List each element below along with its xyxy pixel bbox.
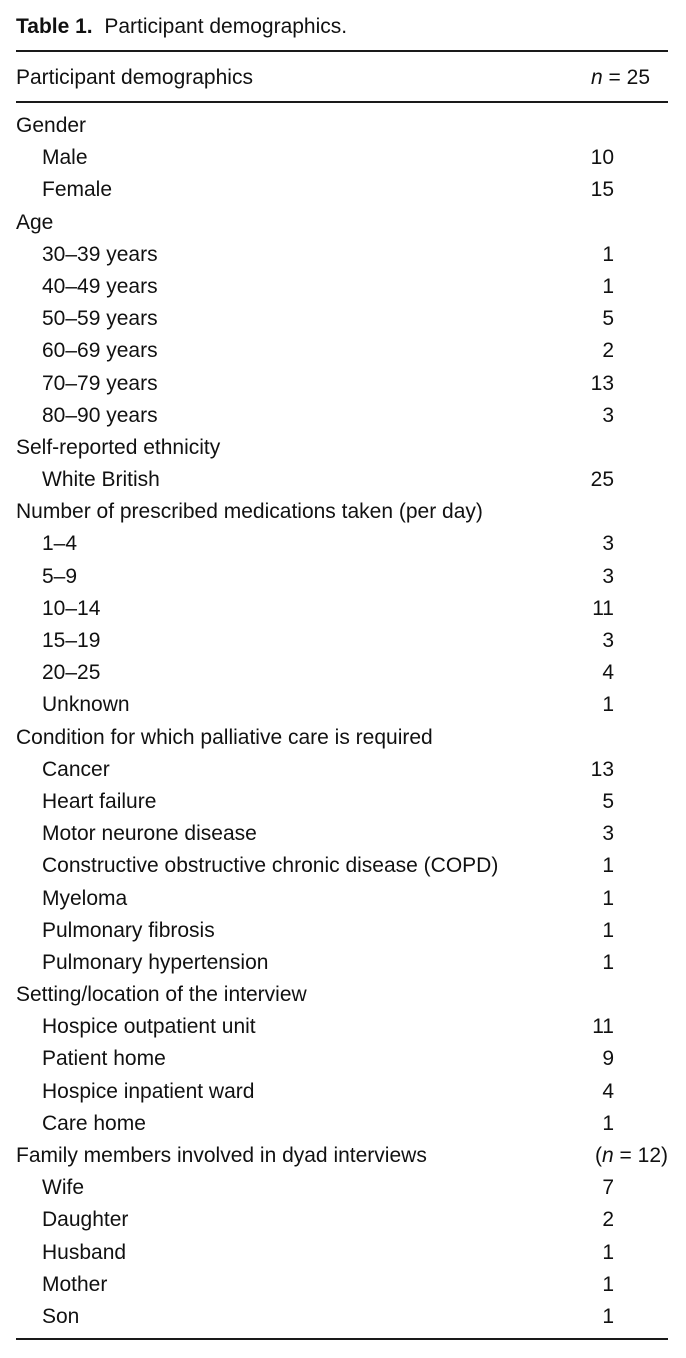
row-value: 3: [602, 629, 614, 652]
table-row: [16, 239, 668, 271]
table-row: [16, 1108, 668, 1140]
row-value-n: n: [602, 1144, 614, 1167]
row-value: 4: [602, 1079, 614, 1103]
table-row: [16, 464, 668, 496]
table-row: [16, 400, 668, 432]
table-row: [16, 303, 668, 335]
table-row: [16, 689, 668, 721]
row-value: 15: [590, 178, 614, 202]
row-value: 3: [602, 532, 614, 556]
header-count-rest: = 25: [602, 66, 650, 89]
row-value: 7: [602, 1176, 614, 1200]
row-value: 3: [602, 822, 614, 846]
row-label: Pulmonary fibrosis: [42, 918, 215, 942]
row-value: 1: [602, 274, 614, 298]
header-count-n: n: [591, 66, 603, 89]
bottom-rule: [16, 1338, 668, 1340]
row-label: White British: [42, 468, 160, 492]
row-label: Cancer: [42, 757, 110, 781]
header-count: [591, 62, 650, 94]
table-row: [16, 561, 668, 593]
row-label: Male: [42, 146, 88, 170]
table-row: [16, 271, 668, 303]
row-label: Female: [42, 178, 113, 202]
table-row: [16, 1237, 668, 1269]
row-label: Wife: [42, 1176, 84, 1200]
table-row: [16, 1204, 668, 1236]
table-caption-label: Table 1.: [16, 15, 93, 38]
row-value-open: (: [595, 1144, 603, 1167]
row-label: Setting/location of the interview: [16, 983, 307, 1007]
table-row: [16, 335, 668, 367]
row-label: 50–59 years: [42, 307, 158, 331]
table-row: [16, 947, 668, 979]
table-group-row: [16, 432, 668, 464]
table-header: [16, 62, 668, 94]
row-label: 70–79 years: [42, 371, 158, 395]
row-label: Self-reported ethnicity: [16, 435, 221, 459]
table-group-row: [16, 722, 668, 754]
table-caption-text: Participant demographics.: [104, 15, 348, 38]
row-value: 1: [602, 854, 614, 878]
table-row: [16, 1301, 668, 1333]
row-value: 11: [592, 596, 614, 620]
table-caption: [16, 12, 347, 42]
table-row: [16, 174, 668, 206]
row-label: Heart failure: [42, 789, 157, 813]
row-value: 2: [602, 1208, 614, 1232]
row-value-rest: = 12): [613, 1144, 668, 1167]
row-label: Mother: [42, 1272, 108, 1296]
table-row: [16, 1269, 668, 1301]
table-row: [16, 1076, 668, 1108]
table-row: [16, 1172, 668, 1204]
row-label: Number of prescribed medications taken (per day): [16, 500, 483, 524]
table-row: [16, 786, 668, 818]
row-value: 5: [602, 307, 614, 331]
row-label: 10–14: [42, 596, 101, 620]
row-label: Daughter: [42, 1208, 129, 1232]
row-label: Hospice inpatient ward: [42, 1079, 255, 1103]
row-value: [595, 1140, 668, 1172]
row-value: 3: [602, 403, 614, 427]
row-value: 11: [592, 1015, 614, 1039]
header-rule: [16, 101, 668, 103]
row-value: 4: [602, 661, 614, 685]
table-row: [16, 368, 668, 400]
row-value: 13: [590, 371, 614, 395]
row-value: 10: [590, 146, 614, 170]
table-row: [16, 915, 668, 947]
row-label: Constructive obstructive chronic disease (COPD): [42, 854, 499, 878]
table-row: [16, 1011, 668, 1043]
row-label: Husband: [42, 1240, 127, 1264]
row-value: 1: [602, 1304, 614, 1328]
table-group-row: [16, 979, 668, 1011]
row-label: Family members involved in dyad interviews: [16, 1144, 427, 1167]
row-value: 13: [590, 757, 614, 781]
table-row: [16, 625, 668, 657]
row-label: Pulmonary hypertension: [42, 950, 269, 974]
table-row: [16, 528, 668, 560]
row-label: 30–39 years: [42, 242, 158, 266]
row-label: 40–49 years: [42, 274, 158, 298]
row-value: 1: [602, 1240, 614, 1264]
row-label: Son: [42, 1304, 80, 1328]
table-group-row: [16, 496, 668, 528]
table-row: [16, 754, 668, 786]
row-label: Motor neurone disease: [42, 822, 257, 846]
row-label: Gender: [16, 114, 87, 137]
row-label: 5–9: [42, 564, 78, 588]
row-label: 20–25: [42, 661, 101, 685]
row-value: 1: [602, 693, 614, 717]
row-value: 1: [602, 242, 614, 266]
row-label: Care home: [42, 1111, 146, 1135]
row-label: 1–4: [42, 532, 78, 556]
table-row: [16, 883, 668, 915]
row-label: Age: [16, 210, 54, 234]
table-row: [16, 850, 668, 882]
row-label: 60–69 years: [42, 339, 158, 363]
row-value: 1: [602, 950, 614, 974]
row-value: 1: [602, 886, 614, 910]
row-label: 80–90 years: [42, 403, 158, 427]
row-label: Hospice outpatient unit: [42, 1015, 256, 1039]
row-label: Unknown: [42, 693, 130, 717]
table-row: [16, 818, 668, 850]
row-value: 1: [602, 1272, 614, 1296]
row-label: 15–19: [42, 629, 101, 652]
row-value: 5: [602, 789, 614, 813]
row-value: 25: [590, 468, 614, 492]
row-value: 9: [602, 1047, 614, 1071]
table-body: [16, 110, 668, 1333]
top-rule: [16, 50, 668, 52]
table-row: [16, 657, 668, 689]
table-group-row: [16, 207, 668, 239]
row-value: 2: [602, 339, 614, 363]
header-col1: Participant demographics: [16, 66, 253, 89]
table-row: [16, 142, 668, 174]
row-label: Patient home: [42, 1047, 166, 1071]
table-group-row: [16, 1140, 668, 1172]
table-row: [16, 1043, 668, 1075]
table-group-row: [16, 110, 668, 142]
row-value: 1: [602, 1111, 614, 1135]
row-value: 3: [602, 564, 614, 588]
row-label: Myeloma: [42, 886, 128, 910]
table-row: [16, 593, 668, 625]
row-value: 1: [602, 918, 614, 942]
row-label: Condition for which palliative care is required: [16, 725, 433, 749]
